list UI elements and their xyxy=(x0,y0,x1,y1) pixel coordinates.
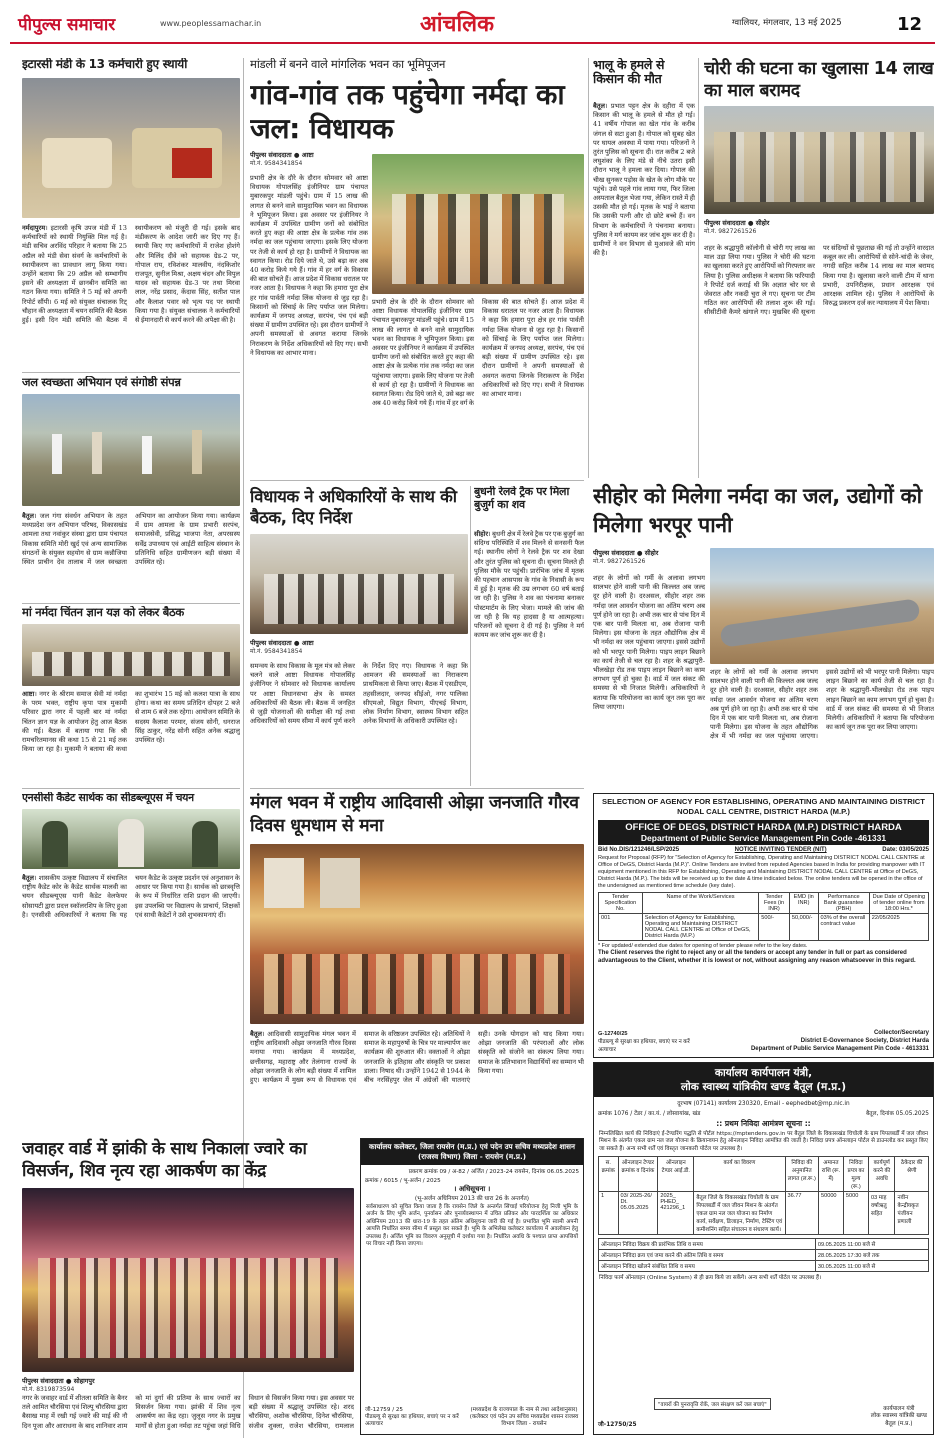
story-theft xyxy=(704,58,934,478)
date-label: ऑनलाइन निविदा खोलने संबंधित तिथि व समय xyxy=(599,1261,816,1272)
story-mla-meeting xyxy=(250,486,468,786)
headline: मंगल भवन में राष्ट्रीय आदिवासी ओझा जनजाति गौरव दिवस धूमधाम से मना xyxy=(250,793,579,836)
ad-harda-tender xyxy=(593,793,934,1058)
photo-water-drive xyxy=(22,394,240,506)
notice-ref: क्रमांक / 6015 / भू-अर्जन / 2025 xyxy=(365,1178,441,1184)
table-row xyxy=(599,1261,929,1272)
table-cell: 50,000/- xyxy=(789,914,818,941)
dateline: ग्वालियर, मंगलवार, 13 मई 2025 xyxy=(732,18,842,28)
story-text-cont: शहर के लोगों को गर्मी के अलावा लगभग सालभर होने वाली पानी की किल्लत अब जल्द दूर होने वाली है। दरअसल, सीहोर शहर तक नर्मदा जल आवर्धन योजना का अंतिम चरण अब पूर्ण होने जा रहा है। अभी तक चार से पांच दिन में एक बार पानी मिलता था, अब रोजाना पानी मिलेगा। इस योजना के तहत औद्योगिक क्षेत्र में भी नर्मदा का जल पहुंचाया जाएगा। इससे उद्योगों को भी भरपूर पानी मिलेगा। पाइप लाइन बिछाने का कार्य तेजी से चल रहा है। शहर के श्रद्धापुरी-भीलखेड़ा रोड तक पाइप लाइन बिछाने का काम लगभग पूर्ण हो चुका है। वार्ड में जल संकट की समस्या से भी निजात मिलेगी। अधिकारियों ने बताया कि परियोजना का कार्य जून तक पूरा कर लिया जाएगा। xyxy=(710,668,934,741)
date-label: ऑनलाइन निविदा विक्रय की प्रारंभिक तिथि व समय xyxy=(599,1239,816,1250)
table-header-cell: Performance Bank guarantee (PBH) xyxy=(818,893,869,914)
tender-paragraph: Request for Proposal (RFP) for "Selection of Agency for Establishing, Operating and Maintaining DISTRICT NODAL CALL CENTRE at Office of DeGS, District Harda (M.P.)". Online Tenders are invited from reputed Agencies based in India for providing manpower with IT equipment mentioned in this RFP for Establishing, Operating and Maintaining DISTRICT NODAL CALL CENTRE at Office of DeGS, District Harda (M.P.). The bids will be received up to the date & time indicated below. The online tenders will be opened in the office of the undersigned as mentioned time schedule (key date). xyxy=(598,855,925,889)
dateline-lead: बैतूल xyxy=(593,102,605,110)
headline: जल स्वच्छता अभियान एवं संगोष्ठी संपन्न xyxy=(22,376,181,389)
notice-title: । अधिसूचना । xyxy=(453,1185,491,1193)
table-cell: 2025_ PHED_ 421296_1 xyxy=(658,1192,694,1235)
date-label: ऑनलाइन निविदा क्रय एवं जमा करने की अंतिम तिथि व समय xyxy=(599,1250,816,1261)
tender-table xyxy=(598,892,929,941)
signatory: Collector/Secretary xyxy=(873,1030,929,1036)
table-cell: बैतूल जिले के विकासखंड चिचोली के ग्राम पिपलबर्डी में जल जीवन मिशन के अंतर्गत एकल ग्राम नल जल योजना का निर्माण कार्य, सर्वेक्षण, डिजाइन, निर्माण, टेस्टिंग एवं कमीशनिंग सहित संचालन व संधारण कार्य। xyxy=(694,1192,785,1235)
photo-pipeline xyxy=(710,548,934,664)
story-text: बैतूल। प्रभात पट्टन क्षेत्र के दहीरा में एक किसान की भालू के हमले से मौत हो गई। 41 वर्षीय गोपाल का खेत गांव के करीब जंगल से सटा हुआ है। गोपाल को सुबह खेत पर घायल अवस्था में पाया गया। परिजनों ने तुरंत पुलिस को सूचना दी। रात करीब 2 बजे लघुशंका के लिए मंडे से नीचे उतरा इसी दौरान भालू ने हमला कर दिया। गोपाल की चीख सुनकर पड़ोस के खेत के लोग मौके पर पहुंचे। उसे पहले गांव लाया गया, फिर जिला अस्पताल बैतूल भेजा गया, लेकिन रास्ते में ही उसकी मौत हो गई। मृतक के भाई ने बताया कि उसकी पत्नी और दो छोटे बच्चे हैं। वन विभाग के कर्मचारियों ने पंचनामा बनाया। पुलिस ने मर्ग कायम कर जांच शुरू कर दी है। ग्रामीणों ने वन विभाग से मुआवजे की मांग की है। xyxy=(593,102,695,258)
dateline-lead: सीहोर xyxy=(474,530,489,538)
ad-code: जी-12750/25 xyxy=(598,1422,637,1428)
date-value: 28.05.2025 17:30 बजे तक xyxy=(815,1250,928,1261)
photo-meeting-hall xyxy=(250,534,468,634)
story-text: बैतूल। जल गंगा संवर्धन अभियान के तहत मध्यप्रदेश जन अभियान परिषद, विकासखंड आमला तथा नवांकुर संस्था द्वारा ग्राम पंचायत विकास समिति मोरी खुर्द एवं अन्य सामाजिक संगठनों के संयुक्त सहयोग से ग्राम कन्नौजिया स्थित प्राचीन देव तालाब में जल स्वच्छता अभियान का आयोजन किया गया। कार्यक्रम में ग्राम आमला के ग्राम प्रभारी सरपंच, समाजसेवी, प्रसिद्ध भाजपा नेता, अपरसस्य सर्वेंद्र उपाध्याय एवं आईटी साहित्य संस्थान के प्रतिनिधि सहित ग्रामीणजन बड़ी संख्या में उपस्थित रहे। xyxy=(22,512,240,567)
ad-land-notice xyxy=(360,1138,584,1435)
masthead xyxy=(0,0,945,44)
headline: एनसीसी कैडेट सार्थक का सीडब्ल्यूएस में चयन xyxy=(22,792,194,804)
story-jawahar xyxy=(22,1138,354,1438)
story-rule xyxy=(22,603,240,604)
byline-block xyxy=(593,548,703,565)
nit-label: NOTICE INVITING TENDER (NIT) xyxy=(734,847,827,853)
headline: विधायक ने अधिकारियों के साथ की बैठक, दिए निर्देश xyxy=(250,487,457,527)
dateline-lead: बैतूल xyxy=(22,512,34,520)
table-header-cell: निविदा प्रपत्र का मूल्य (रू.) xyxy=(843,1157,868,1192)
table-cell: 5000 xyxy=(843,1192,868,1235)
photo-police xyxy=(704,106,934,214)
pwd-signatory: बैतूल (म.प्र.) xyxy=(885,1420,913,1427)
photo-bhoomipujan xyxy=(372,154,584,294)
bid-number: Bid No.DIS/121246/LSP/2025 xyxy=(598,847,680,853)
story-text: बैतूल। शासकीय उत्कृष्ट विद्यालय में संचालित राष्ट्रीय कैडेट कोर के कैडेट सार्थक मालवी का चयन सीडब्ल्यूएस यानी कैडेट वेलफेयर सोसायटी द्वारा प्रदत्त स्कॉलरशिप के लिए हुआ है। एनसीसी अधिकारियों ने बताया कि यह चयन कैडेट के उत्कृष्ट प्रदर्शन एवं अनुशासन के आधार पर किया गया है। सार्थक को छात्रवृत्ति के रूप में निर्धारित राशि प्रदान की जाएगी। इस उपलब्धि पर विद्यालय के प्राचार्य, शिक्षकों एवं साथी कैडेटों ने उसे शुभकामनाएं दीं। xyxy=(22,874,240,919)
website[interactable]: www.peoplessamachar.in xyxy=(160,19,262,28)
pwd-body: निम्नलिखित कार्य की निविदाएं ई-टेण्डरिंग पद्धति से पोर्टल https://mptenders.gov.in पर बैतूल जिले के विकासखंड चिचोली के ग्राम पिपलबर्डी में जल जीवन मिशन के अंतर्गत एकल ग्राम नल जल योजना के क्रियान्वयन हेतु ऑनलाइन निविदा आमंत्रित की जाती है। निविदा प्रपत्र ऑनलाइन पोर्टल से डाउनलोड कर प्रस्तुत किए जा सकते हैं। अन्य सभी शर्तें एवं विस्तृत जानकारी पोर्टल पर उपलब्ध है। xyxy=(599,1131,928,1152)
byline-block xyxy=(250,150,370,167)
ad-pwd-tender xyxy=(593,1062,934,1435)
dateline-lead: बैतूल xyxy=(22,874,34,882)
story-narmada-water xyxy=(250,58,584,478)
story-water-drive xyxy=(22,376,240,601)
story-text: शहर के श्रद्धापुरी कॉलोनी से चोरी गए लाख का माल उड़ा लिया गया। पुलिस ने चोरी की घटना का खुलासा करते हुए आरोपियों को गिरफ्तार कर लिया है। पुलिस अधीक्षक ने बताया कि फरियादी ने रिपोर्ट दर्ज कराई थी कि अज्ञात चोर घर से जेवरात और नकदी चुरा ले गए। सूचना पर टीम गठित कर आरोपियों की तलाश शुरू की गई। सीसीटीवी कैमरे खंगाले गए। मुखबिर की सूचना पर संदिग्धों से पूछताछ की गई तो उन्होंने वारदात कबूल कर ली। आरोपियों से सोने-चांदी के जेवर, नगदी सहित करीब 14 लाख का माल बरामद किया गया है। खुलासा करने वाली टीम में थाना प्रभारी, उपनिरीक्षक, प्रधान आरक्षक एवं आरक्षक शामिल रहे। पुलिस ने आरोपियों के विरुद्ध प्रकरण दर्ज कर न्यायालय में पेश किया। xyxy=(704,244,934,317)
table-cell: 03 माह वर्षाऋतु सहित xyxy=(868,1192,895,1235)
story-railway xyxy=(474,486,584,786)
headline: चोरी की घटना का खुलासा 14 लाख का माल बरामद xyxy=(704,59,934,101)
byline: पीपुल्स संवाददाता ● सोहागपुर xyxy=(22,1377,95,1385)
headline: मां नर्मदा चिंतन ज्ञान यज्ञ को लेकर बैठक xyxy=(22,606,184,619)
table-cell: 001 xyxy=(599,914,643,941)
page-number: 12 xyxy=(897,14,923,35)
table-header-cell: EMD (in INR) xyxy=(789,893,818,914)
photo-ojha-event xyxy=(250,844,584,1024)
pwd-table xyxy=(598,1156,929,1235)
headline: भालू के हमले से किसान की मौत xyxy=(593,58,665,87)
byline-block xyxy=(22,1376,132,1393)
reporter-mobile: मो.नं. 9827261526 xyxy=(704,228,757,235)
story-text: नर्मदापुरम। इटारसी कृषि उपज मंडी में 13 कर्मचारियों को स्थायी नियुक्ति मिल गई है। मंडी सचिव अरविंद परिहार ने बताया कि 25 अप्रैल को मंडी सेवा संवर्ग के कर्मचारियों के स्थायीकरण का प्रावधान लागू किया गया। उन्होंने बताया कि 29 अप्रैल को सम्भागीय इसने की अध्यक्षता में छानबीन समिति का गठन किया गया। समिति ने 5 मई को अपनी रिपोर्ट सौंपी। 6 मई को संयुक्त संचालक रिट् चौहान की अध्यक्षता में चयन समिति की बैठक हुई। इसी दिन मंडी समिति की बैठक में स्थायीकरण को मंजूरी दी गई। इसके बाद मंडीकरण के आदेश जारी कर दिए गए हैं। स्थायी किए गए कर्मचारियों में राजेश होशंगे और मिलिंद दीवे को सहायक ग्रेड-2 पर, गोपाल राय, रविशंकर मालवीय, नंदकिशोर राजपूत, सुनील मिश्रा, अक्षय चंदन और विपुल यादव को सहायक ग्रेड-3 पर तथा मिरवा लाल, नरेंद्र प्रसाद, केंदास सिंह, सतीश पाल और कैलाश पवार को भृत्य पद पर स्थायी किया गया है। संयुक्त संचालक ने कर्मचारियों से ईमानदारी से कार्य करने की अपेक्षा की है। xyxy=(22,224,240,325)
headline: सीहोर को मिलेगा नर्मदा का जल, उद्योगों को मिलेगा भरपूर पानी xyxy=(593,484,922,537)
photo-procession xyxy=(22,1188,354,1372)
story-text: आष्टा। नगर के श्रीराम समाज सेवी मां नर्मदा के परम भक्त, राष्ट्रीय कृपा पात्र मुकामी परिवार द्वारा नगर में पहली बार मां नर्मदा चिंतन ज्ञान यज्ञ के आयोजन हेतु आज बैठक की गई। बैठक में बताया गया कि श्री रामचरितमानस की कथा 15 से 21 मई तक किया जा रहा है। मुकामी ने बताया की कथा का शुभारंभ 15 मई को कलश यात्रा के साथ होगा। कथा का समय प्रतिदिन दोपहर 2 बजे से शाम 6 बजे तक रहेगा। आयोजन समिति के सदस्य कैलाश परमार, संजय सोनी, धनराज सिंह ठाकुर, नरेंद्र सोनी सहित अनेक श्रद्धालु उपस्थित रहे। xyxy=(22,690,240,754)
notice-subtitle: (भू-अर्जन अधिनियम 2013 की धारा 26 के अन्तर्गत) xyxy=(414,1196,530,1202)
column-rule xyxy=(470,486,471,786)
pwd-office-banner: कार्यालय कार्यपालन यंत्री, लोक स्वास्थ्य यांत्रिकीय खण्ड बैतूल (म.प्र.) xyxy=(594,1063,933,1097)
reporter-mobile: मो.नं. 8319873594 xyxy=(22,1386,75,1393)
photo-meeting xyxy=(22,624,240,686)
story-text: शहर के लोगों को गर्मी के अलावा लगभग सालभर होने वाली पानी की किल्लत अब जल्द दूर होने वाली है। दरअसल, सीहोर शहर तक नर्मदा जल आवर्धन योजना का अंतिम चरण अब पूर्ण होने जा रहा है। अभी तक चार से पांच दिन में एक बार पानी मिलता था, अब रोजाना पानी मिलेगा। इस योजना के तहत औद्योगिक क्षेत्र में भी नर्मदा का जल पहुंचाया जाएगा। इससे उद्योगों को भी भरपूर पानी मिलेगा। पाइप लाइन बिछाने का कार्य तेजी से चल रहा है। शहर के श्रद्धापुरी-भीलखेड़ा रोड तक पाइप लाइन बिछाने का काम लगभग पूर्ण हो चुका है। वार्ड में जल संकट की समस्या से भी निजात मिलेगी। अधिकारियों ने बताया कि परियोजना का कार्य जून तक पूरा कर लिया जाएगा। xyxy=(593,574,705,711)
story-rule xyxy=(22,372,240,373)
table-cell: नवीन केन्द्रीयकृत पंजीयन प्रणाली xyxy=(895,1192,929,1235)
tender-note: The Client reserves the right to reject any or all the tenders or accept any tender in full or part as considered advantageous to the Client, whether it is lowest or not, without assigning any reason whatsoever in this regard. xyxy=(598,950,916,964)
signatory: Department of Public Service Management Pin Code - 4613331 xyxy=(750,1046,929,1052)
story-rule xyxy=(250,480,584,481)
tender-note: * For updated/ extended due dates for opening of tender please refer to the key dates. xyxy=(598,943,808,949)
table-header-cell: कार्यपूर्ण करने की अवधि xyxy=(868,1157,895,1192)
table-header-cell: ऑनलाइन टेण्डर आई.डी. xyxy=(658,1157,694,1192)
table-row xyxy=(599,1250,929,1261)
story-sehore-narmada xyxy=(593,482,934,784)
pwd-title: :: प्रथम निविदा आमंत्रण सूचना :: xyxy=(716,1119,811,1128)
column-rule xyxy=(588,58,589,478)
byline: पीपुल्स संवाददाता ● सीहोर xyxy=(593,549,659,557)
ad-slogan: पीडब्ल्यू से सुरक्षा का हथियार, बचाएं पर न करें अत्याचार xyxy=(365,1414,459,1427)
tender-date: Date: 03/05/2025 xyxy=(882,847,929,853)
story-text: बैतूल। आदिवासी सामुदायिक मंगल भवन में राष्ट्रीय आदिवासी ओझा जनजाति गौरव दिवस मनाया गया। कार्यक्रम में मध्यप्रदेश, छत्तीसगढ़, महाराष्ट्र और तेलंगाना राज्यों के ओझा जनजाति के लोग बड़ी संख्या में शामिल हुए। कार्यक्रम में मुख्य रूप से विधायक एवं समाज के वरिष्ठजन उपस्थित रहे। अतिथियों ने समाज के महापुरुषों के चित्र पर माल्यार्पण कर कार्यक्रम की शुरुआत की। वक्ताओं ने ओझा जनजाति के इतिहास और संस्कृति पर प्रकाश डाला। निषाद थी। उन्होंने 1942 से 1944 के बीच नरसिंहपुर जेल में अंग्रेजों की यातनाएं सही। उनके योगदान को याद किया गया। ओझा जनजाति की परंपराओं और लोक संस्कृति को संजोने का संकल्प लिया गया। समाज के प्रतिभावान विद्यार्थियों का सम्मान भी किया गया। xyxy=(250,1030,584,1085)
signatory: District E-Governance Society, District Harda xyxy=(800,1038,929,1044)
headline: बुधनी रेलवे ट्रैक पर मिला बुजुर्ग का शव xyxy=(474,486,570,511)
ad-slogan: पीडब्ल्यू से सुरक्षा का हथियार, बचाएं पर न करें अत्याचार xyxy=(598,1039,690,1053)
story-itarsi xyxy=(22,58,240,368)
masthead-rule xyxy=(10,42,935,44)
byline-block xyxy=(250,638,362,655)
notice-authority: (मध्यप्रदेश के राज्यपाल के नाम से तथा आदेशानुसार) xyxy=(470,1407,578,1413)
kicker: मांडली में बनने वाले मांगलिक भवन का भूमिपूजन xyxy=(250,58,446,71)
table-header-cell: Due Date of Opening of tender online from 18:00 Hrs.* xyxy=(869,893,928,914)
byline: पीपुल्स संवाददाता ● सीहोर xyxy=(704,219,770,227)
ad-code: G-12740/25 xyxy=(598,1031,628,1037)
notice-body: सर्वसाधारण को सूचित किया जाता है कि रायसेन जिले के अन्तर्गत सिंचाई परियोजना हेतु निजी भूमि के अर्जन के लिए भूमि अर्जन, पुनर्वासन और पुनर्व्यवस्थापन में उचित प्रतिकर और पारदर्शिता का अधिकार अधिनियम 2013 की धारा-19 के तहत अंतिम अधिसूचना जारी की गई है। प्रभावित भूमि स्वामी अपनी आपत्ति निर्धारित समय सीमा में प्रस्तुत कर सकते हैं। भूमि के अभिलेख कलेक्टर कार्यालय में अवलोकन हेतु उपलब्ध हैं। अर्जित भूमि का विवरण अनुसूची में दर्शाया गया है। निर्धारित अवधि के पश्चात प्राप्त आपत्तियों पर विचार नहीं किया जाएगा। xyxy=(366,1204,578,1248)
headline: जवाहर वार्ड में झांकी के साथ निकाला ज्वारे का विसर्जन, शिव नृत्य रहा आकर्षण का केंद्र xyxy=(22,1139,307,1181)
pwd-contact: दूरभाष (07141) कार्यालय 230320, Email - eephedbet@mp.nic.in xyxy=(677,1101,850,1107)
headline: गांव-गांव तक पहुंचेगा नर्मदा का जल: विधायक xyxy=(250,78,565,145)
story-text: समन्वय के साथ विकास के मूल मंत्र को लेकर चलने वाले आष्टा विधायक गोपालसिंह इंजीनियर ने सोमवार को विधायक कार्यालय पर आष्टा विधानसभा क्षेत्र के समस्त अधिकारियों की बैठक ली। बैठक में जनहित से जुड़ी योजनाओं की समीक्षा की गई तथा अधिकारियों को समय सीमा में कार्य पूर्ण करने के निर्देश दिए गए। विधायक ने कहा कि आमजन की समस्याओं का निराकरण प्राथमिकता से किया जाए। बैठक में एसडीएम, तहसीलदार, जनपद सीईओ, नगर पालिका सीएमओ, विद्युत विभाग, पीएचई विभाग, लोक निर्माण विभाग, स्वास्थ्य विभाग सहित अनेक विभागों के अधिकारी उपस्थित रहे। xyxy=(250,662,468,726)
notice-office: कार्यालय कलेक्टर, जिला रायसेन (म.प्र.) एवं पदेन उप सचिव मध्यप्रदेश शासन (राजस्व विभाग) जिला - रायसेन (म.प्र.) xyxy=(361,1139,583,1165)
table-cell: 03/ 2025-26/ Dt. 05.05.2025 xyxy=(618,1192,658,1235)
pwd-signatory: लोक स्वास्थ्य यांत्रिकी खण्ड xyxy=(870,1413,927,1420)
section-title: आंचलिक xyxy=(420,12,494,37)
table-header-cell: Tender Fees (in INR) xyxy=(759,893,790,914)
pwd-dates-table xyxy=(598,1238,929,1272)
dateline-lead: नर्मदापुरम xyxy=(22,224,46,232)
brand-logo: पीपुल्स समाचार xyxy=(18,15,116,35)
headline: इटारसी मंडी के 13 कर्मचारी हुए स्थायी xyxy=(22,58,188,71)
tender-office-banner: OFFICE OF DEGS, DISTRICT HARDA (M.P.) DISTRICT HARDA Department of Public Service Management Pin Code -461331 xyxy=(598,820,929,845)
pwd-date: बैतूल, दिनांक 05.05.2025 xyxy=(865,1111,929,1117)
table-header-cell: Tender Specification No. xyxy=(599,893,643,914)
table-header-cell: ठेकेदार की श्रेणी xyxy=(895,1157,929,1192)
date-value: 09.05.2025 11:00 बजे से xyxy=(815,1239,928,1250)
tender-title: SELECTION OF AGENCY FOR ESTABLISHING, OPERATING AND MAINTAINING DISTRICT NODAL CALL CENTRE, DISTRICT HARDA (M.P.) xyxy=(602,797,925,816)
table-cell: Selection of Agency for Establishing, Operating and Maintaining DISTRICT NODAL CALL CENTRE at Office of DeGS, District Harda (M.P.) xyxy=(642,914,758,941)
story-text: नगर के जवाहर वार्ड में शीतला समिति के बैनर तले आमित चौरसिया एवं शिल्पू चौरसिया द्वारा बैसाख माह में रखी गई ज्वारे की माई की नौ दिन पूजा और आराधना के बाद शानिवार शाम को मां दुर्गा की प्रतिमा के साथ ज्वारों का विसर्जन किया गया। झांकी में शिव नृत्य आकर्षण का केंद्र रहा। जुलूस नगर के प्रमुख मार्गों से होता हुआ नर्मदा तट पहुंचा जहां विधि विधान से विसर्जन किया गया। इस अवसर पर बड़ी संख्या में श्रद्धालु उपस्थित रहे। शरद चौरसिया, अशोक चौरसिया, दिनेश चौरसिया, संजीव शुक्ला, राजेश चौरसिया, रामलाल xyxy=(22,1394,354,1430)
story-ncc xyxy=(22,792,240,932)
table-cell: 1 xyxy=(599,1192,619,1235)
byline: पीपुल्स संवाददाता ● आष्टा xyxy=(250,639,314,647)
story-rule xyxy=(250,788,584,789)
story-text: सीहोर। बुधनी क्षेत्र में रेलवे ट्रैक पर एक बुजुर्ग का संदिग्ध परिस्थिति में शव मिलने से सनसनी फैल गई। स्थानीय लोगों ने रेलवे ट्रैक पर शव देखा और तुरंत पुलिस को सूचना दी। सूचना मिलते ही पुलिस मौके पर पहुंची। प्रारंभिक जांच में मृतक की पहचान आसपास के गांव के निवासी के रूप में हुई है। मृतक की उम्र लगभग 60 वर्ष बताई जा रही है। पुलिस ने शव का पंचनामा बनाकर पोस्टमार्टम के लिए भेजा। मामले की जांच की जा रही है कि यह हादसा है या आत्महत्या। परिजनों को सूचना दे दी गई है। पुलिस ने मर्ग कायम कर जांच शुरू कर दी है। xyxy=(474,530,584,640)
column-rule xyxy=(698,58,699,478)
pwd-ref: क्रमांक 1076 / टेंडर / का.यं. / लोस्वायांख, खंड xyxy=(598,1111,701,1117)
table-header-cell: Name of the Work/Services xyxy=(642,893,758,914)
photo-grain-market xyxy=(22,78,240,218)
date-value: 30.05.2025 11:00 बजे से xyxy=(815,1261,928,1272)
story-bear-attack xyxy=(593,58,695,478)
pwd-signatory: कार्यपालन यंत्री xyxy=(883,1405,915,1412)
table-header-cell: अमानत राशि (रू. में) xyxy=(818,1157,843,1192)
table-cell: 50000 xyxy=(818,1192,843,1235)
table-header-cell: निविदा की अनुमानित लागत (ल.रू.) xyxy=(785,1157,818,1192)
story-narmada-yagya xyxy=(22,606,240,786)
reporter-mobile: मो.नं. 9584341854 xyxy=(250,160,303,167)
dateline-lead: आष्टा xyxy=(22,690,35,698)
byline-block xyxy=(704,218,816,235)
table-cell: 500/- xyxy=(759,914,790,941)
pwd-slogan: "वायरों की पुनरावृत्ति रोकें, जल संरक्षण करें जल बचाएं" xyxy=(654,1398,771,1410)
story-text-cont: प्रभारी क्षेत्र के दौरे के दौरान सोमवार को आष्टा विधायक गोपालसिंह इंजीनियर ग्राम पंचायत मुबारकपुर मांडली पहुंचे। ग्राम में 15 लाख की लागत से बनने वाले सामुदायिक भवन का विधायक ने भूमिपूजन किया। इस अवसर पर इंजीनियर ने कार्यक्रम में उपस्थित ग्रामीण जनों को संबोधित करते हुए कहा की आष्टा क्षेत्र के प्रत्येक गांव तक नर्मदा का जल पहुंचाया जाएगा। इसके लिए योजना पर तेजी से कार्य हो रहा है। ग्रामीणों ने विधायक का स्वागत किया। रोड दिये जाते थे, उसे बढ़ा कर अब 40 करोड़ किये गये हैं। गांव में हर वर्ग के विकास की बात सोचते हैं। आज प्रदेश में विकास धरातल पर नजर आता है। विधायक ने कहा कि हमारा पूरा क्षेत्र हर गांव पार्वती नर्मदा लिंक योजना से जुड़ रहा है। किसानों को सिंचाई के लिए पर्याप्त जल मिलेगा। कार्यक्रम में जनपद अध्यक्ष, सरपंच, पंच एवं बड़ी संख्या में ग्रामीण उपस्थित रहे। इस दौरान ग्रामीणों ने अपनी समस्याओं से अवगत कराया जिनके निराकरण के निर्देश अधिकारियों को दिए गए। सभी ने विधायक का आभार माना। xyxy=(372,298,584,408)
ad-code: जी-12759 / 25 xyxy=(365,1407,403,1413)
table-header-cell: कार्य का विवरण xyxy=(694,1157,785,1192)
story-ojha xyxy=(250,792,584,1134)
notice-signatory: (कलेक्टर एवं पदेन उप सचिव मध्यप्रदेश शासन राजस्व विभाग जिला - रायसेन xyxy=(469,1414,579,1427)
photo-ncc-cadets xyxy=(22,809,240,869)
story-text: प्रभारी क्षेत्र के दौरे के दौरान सोमवार को आष्टा विधायक गोपालसिंह इंजीनियर ग्राम पंचायत मुबारकपुर मांडली पहुंचे। ग्राम में 15 लाख की लागत से बनने वाले सामुदायिक भवन का विधायक ने भूमिपूजन किया। इस अवसर पर इंजीनियर ने कार्यक्रम में उपस्थित ग्रामीण जनों को संबोधित करते हुए कहा की आष्टा क्षेत्र के प्रत्येक गांव तक नर्मदा का जल पहुंचाया जाएगा। इसके लिए योजना पर तेजी से कार्य हो रहा है। ग्रामीणों ने विधायक का स्वागत किया। रोड दिये जाते थे, उसे बढ़ा कर अब 40 करोड़ किये गये हैं। गांव में हर वर्ग के विकास की बात सोचते हैं। आज प्रदेश में विकास धरातल पर नजर आता है। विधायक ने कहा कि हमारा पूरा क्षेत्र हर गांव पार्वती नर्मदा लिंक योजना से जुड़ रहा है। किसानों को सिंचाई के लिए पर्याप्त जल मिलेगा। कार्यक्रम में जनपद अध्यक्ष, सरपंच, पंच एवं बड़ी संख्या में ग्रामीण उपस्थित रहे। इस दौरान ग्रामीणों ने अपनी समस्याओं से अवगत कराया जिनके निराकरण के निर्देश अधिकारियों को दिए गए। सभी ने विधायक का आभार माना। xyxy=(250,174,368,357)
table-row xyxy=(599,1239,929,1250)
dateline-lead: बैतूल xyxy=(250,1030,262,1038)
table-cell: 22/05/2025 xyxy=(869,914,928,941)
reporter-mobile: मो.नं. 9584341854 xyxy=(250,648,303,655)
reporter-mobile: मो.नं. 9827261526 xyxy=(593,558,646,565)
pwd-footer-text: निविदा फार्म ऑनलाइन (Online System) से ही क्रय किये जा सकेंगे। अन्य सभी शर्तें पोर्टल पर उपलब्ध हैं। xyxy=(599,1275,822,1282)
table-header-cell: ऑनलाइन टेण्डर क्रमांक व दिनांक xyxy=(618,1157,658,1192)
table-cell: 03% of the overall contract value xyxy=(818,914,869,941)
table-header-cell: स. क्रमांक xyxy=(599,1157,619,1192)
byline: पीपुल्स संवाददाता ● आष्टा xyxy=(250,151,314,159)
story-rule xyxy=(22,788,240,789)
notice-ref: प्रकरण क्रमांक 09 / अ-82 / अर्जित / 2023-24 रायसेन, दिनांक 06.05.2025 xyxy=(408,1169,579,1175)
table-cell: 36.77 xyxy=(785,1192,818,1235)
